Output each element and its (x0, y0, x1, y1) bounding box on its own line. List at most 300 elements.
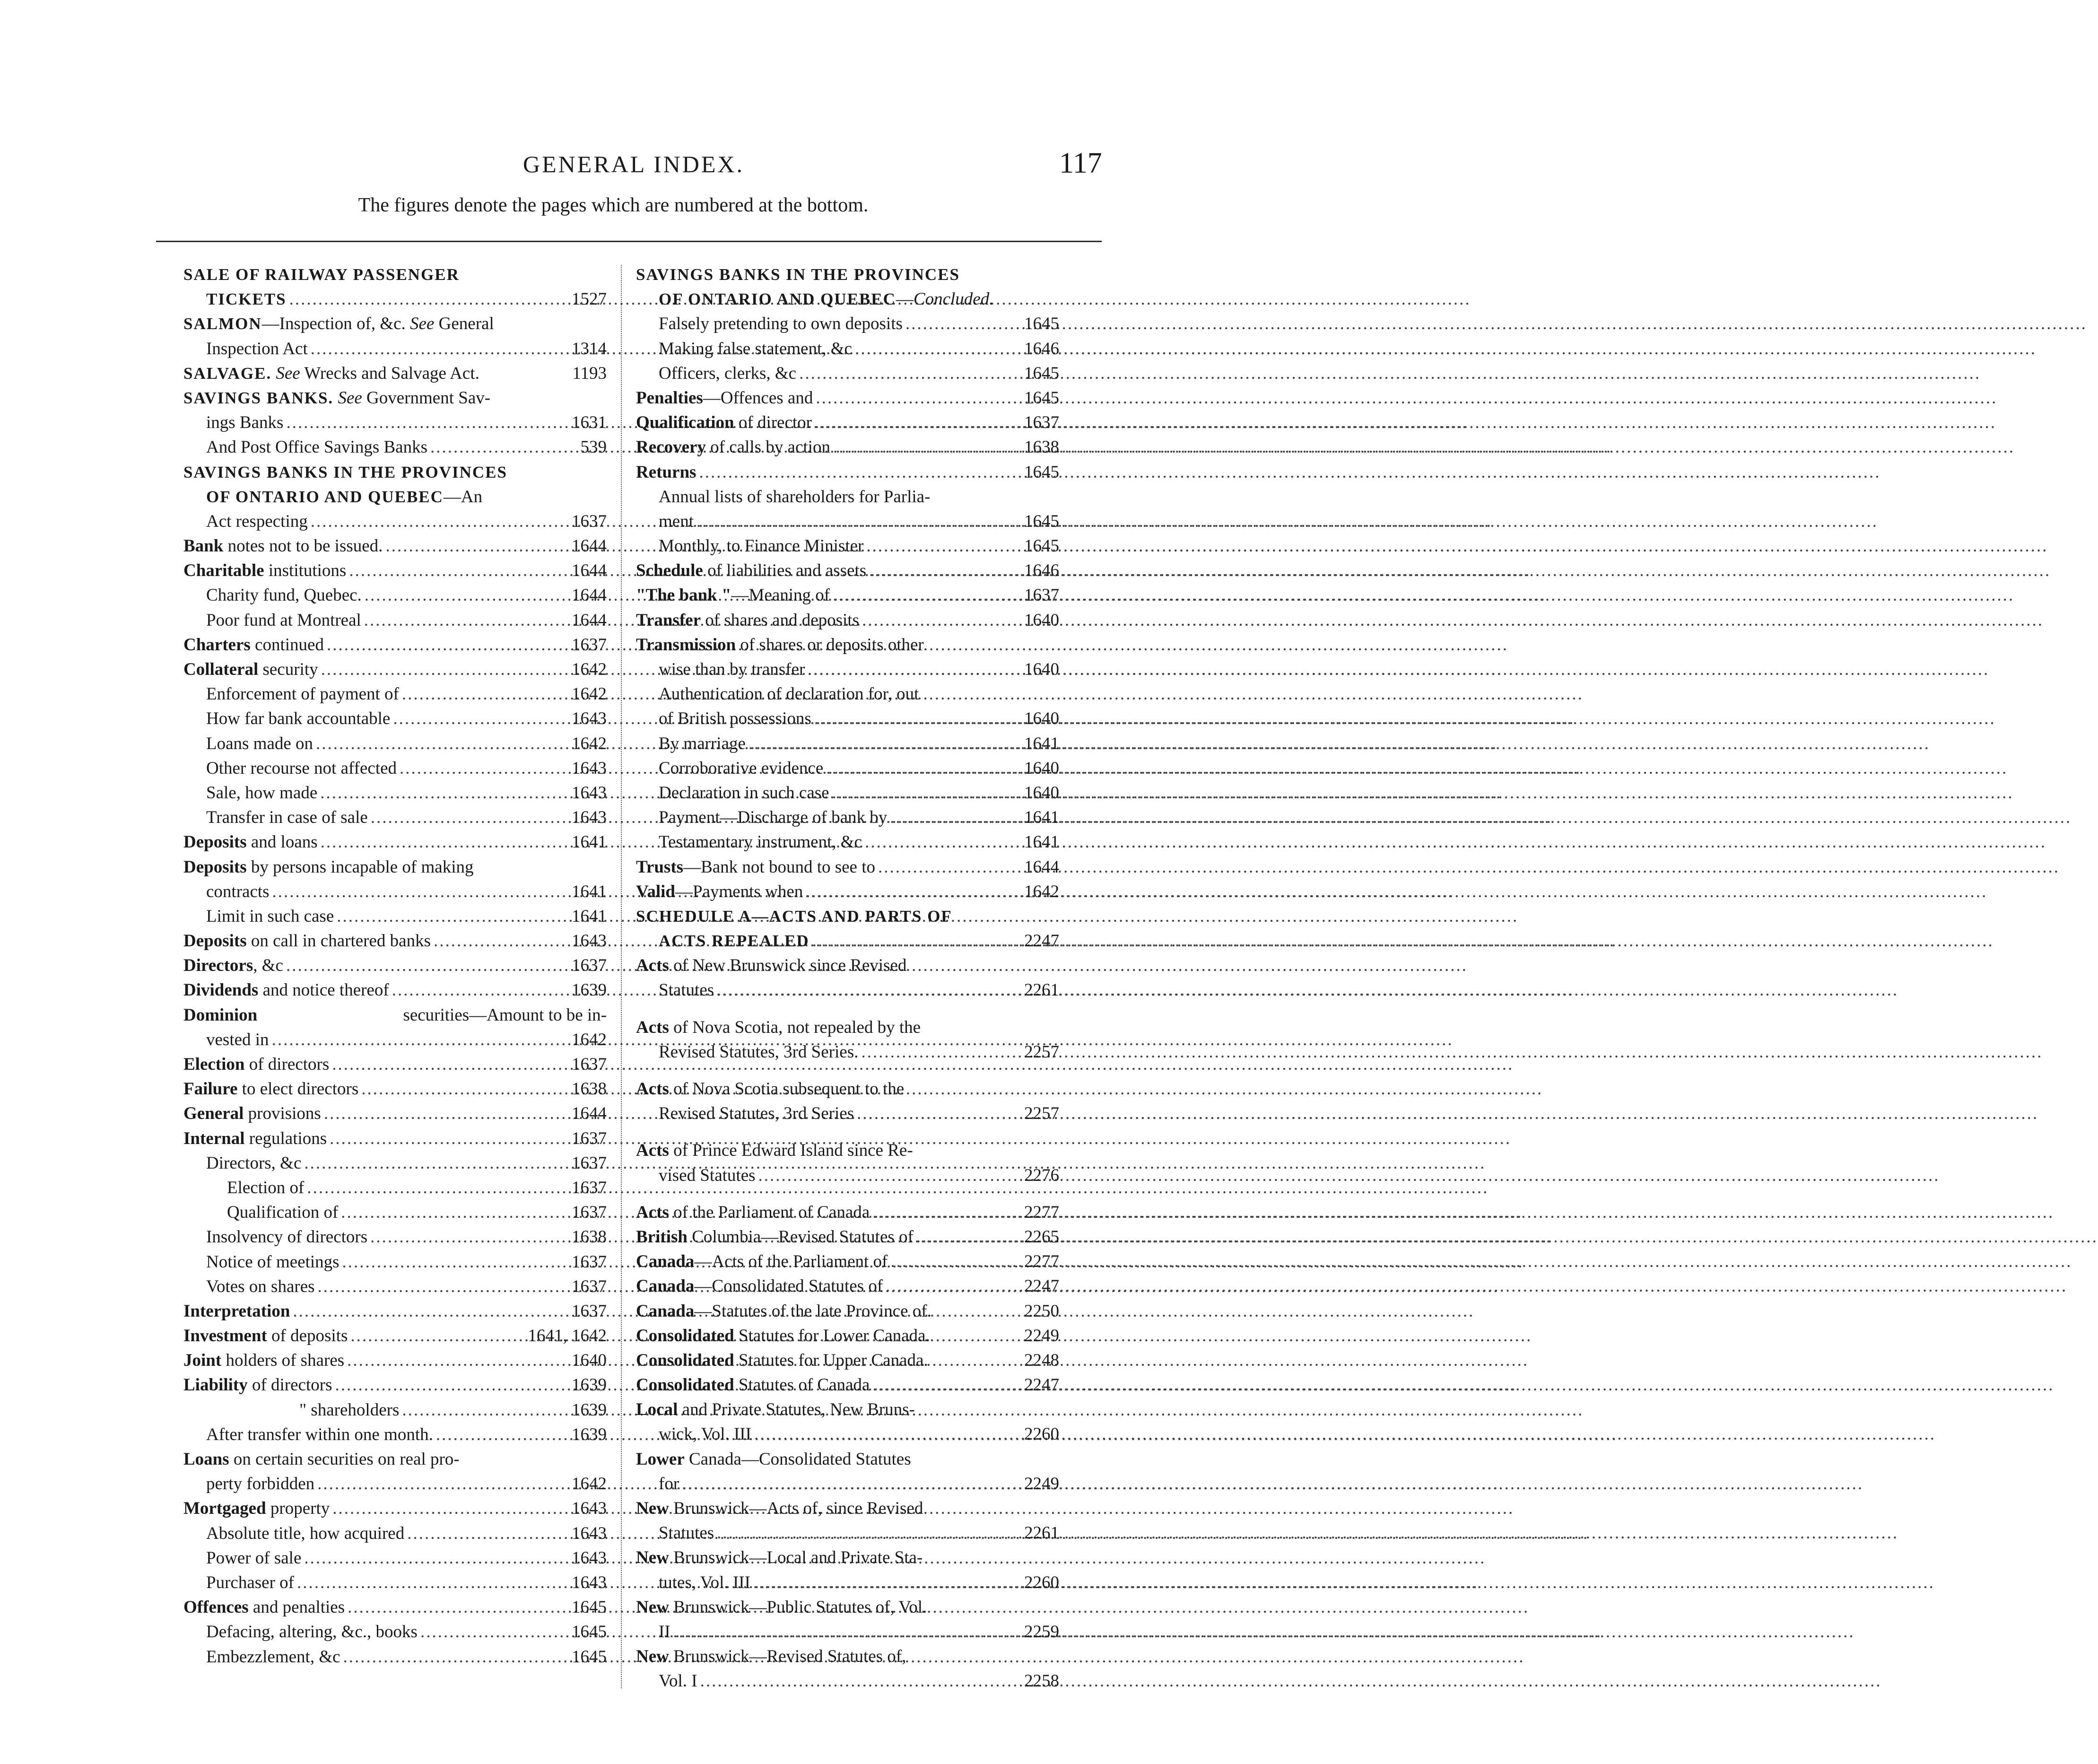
entry-page-ref: 2248 (1024, 1350, 1059, 1370)
entry-text (636, 583, 830, 608)
entry-page-ref: 1193 (572, 363, 607, 383)
entry-page-ref: 1643 (572, 1572, 607, 1592)
entry-text (659, 337, 852, 361)
index-entry (183, 1127, 607, 1151)
entry-page-ref: 2261 (1024, 1523, 1059, 1543)
index-entry (183, 1225, 607, 1249)
dot-leader (272, 880, 569, 904)
index-entry (636, 287, 1059, 312)
entry-text-part: Testamentary instrument, &c (659, 832, 862, 852)
index-entry (636, 386, 1059, 410)
dot-leader (385, 534, 569, 559)
entry-text (659, 1521, 714, 1546)
entry-text-part: of director (734, 413, 812, 433)
dot-leader (833, 583, 1021, 608)
entry-text (206, 1645, 340, 1669)
entry-text (659, 1620, 670, 1644)
entry-text-part: of deposits (267, 1326, 348, 1346)
index-entry (183, 1620, 607, 1644)
dot-leader (832, 781, 1021, 805)
entry-text (636, 1373, 870, 1397)
dot-leader (332, 1052, 569, 1077)
entry-page-ref: 1638 (572, 1079, 607, 1099)
entry-text-part: —Offences and (703, 388, 813, 408)
index-entry (636, 633, 1059, 657)
entry-text-part: for (659, 1474, 679, 1493)
entry-text (659, 1669, 697, 1694)
entry-page-ref: 1643 (572, 1523, 607, 1543)
entry-text-part: Schedule (636, 561, 703, 581)
entry-text (659, 312, 903, 336)
entry-text-part: Trusts (636, 857, 684, 877)
entry-text-part: of directors (244, 1055, 330, 1074)
dot-leader (916, 1225, 1021, 1249)
entry-text-part: and penalties (248, 1598, 345, 1617)
dot-leader (361, 1077, 569, 1101)
dot-leader (826, 756, 1021, 781)
entry-text (206, 1275, 315, 1299)
index-entry (636, 1447, 1059, 1472)
entry-text-part: Concluded. (913, 289, 994, 309)
dot-leader (814, 707, 1021, 731)
entry-text-part: General (183, 1104, 244, 1124)
entry-page-ref: 1639 (572, 1400, 607, 1420)
entry-text-part: Columbia—Revised Statutes of (687, 1227, 914, 1247)
index-entry (636, 485, 1059, 509)
entry-text-part: on call in chartered banks (246, 931, 431, 951)
entry-text-part: Transfer in case of sale (206, 808, 368, 828)
index-entry (183, 781, 607, 805)
entry-text (206, 1250, 340, 1275)
entry-page-ref: 2247 (1024, 931, 1059, 951)
index-entry (636, 1595, 1059, 1620)
entry-text (183, 1101, 321, 1126)
index-entry (636, 559, 1059, 583)
index-entry (636, 756, 1059, 781)
entry-text (206, 1225, 367, 1249)
dot-leader (321, 830, 569, 855)
entry-text-part: New (636, 1499, 669, 1518)
entry-text (183, 1052, 329, 1077)
index-entry (636, 657, 1059, 682)
entry-text (183, 386, 490, 410)
entry-text-part: Annual lists of shareholders for Parlia- (659, 487, 931, 506)
entry-page-ref: 1637 (572, 511, 607, 531)
dot-leader (890, 1249, 1021, 1274)
entry-text (206, 781, 317, 805)
entry-page-ref: 1645 (572, 1622, 607, 1642)
entry-text (183, 1447, 460, 1472)
index-entry (636, 337, 1059, 361)
dot-leader (865, 830, 1021, 855)
entry-page-ref: 1646 (1024, 339, 1059, 358)
entry-text (636, 880, 803, 904)
index-entry (183, 361, 607, 386)
entry-text-part: Deposits (183, 832, 247, 852)
index-entry (636, 953, 1059, 978)
entry-text (659, 287, 993, 312)
entry-page-ref: 1643 (572, 1548, 607, 1568)
entry-page-ref: 1643 (572, 1499, 607, 1519)
dot-leader (833, 435, 1021, 460)
entry-text (659, 756, 823, 781)
entry-text-part: Making false statement, &c (659, 339, 852, 358)
index-entry (183, 1348, 607, 1373)
entry-text-part: See (276, 363, 300, 383)
entry-text-part: Acts (636, 956, 669, 976)
entry-text-part: Deposits (183, 931, 247, 951)
index-entry (183, 1324, 607, 1348)
entry-page-ref: 1637 (572, 1252, 607, 1272)
entry-text-part: Notice of meetings (206, 1252, 340, 1272)
entry-page-ref: 1637 (1024, 585, 1059, 605)
entry-text (206, 608, 361, 633)
dot-leader (754, 1422, 1021, 1447)
entry-page-ref: 1644 (1024, 857, 1059, 877)
dot-leader (673, 1620, 1021, 1644)
entry-text-part: By marriage (659, 734, 746, 753)
entry-text-part: Acts (636, 1202, 669, 1222)
dot-leader (393, 707, 569, 731)
dot-leader (799, 361, 1021, 386)
entry-text (206, 682, 399, 707)
entry-page-ref: 2260 (1024, 1572, 1059, 1592)
entry-text (183, 1595, 345, 1620)
entry-text (659, 929, 810, 953)
entry-text-part: Declaration in such case (659, 783, 829, 803)
dot-leader (886, 1274, 1021, 1299)
index-entry (183, 1003, 607, 1028)
entry-text-part: Other recourse not affected (206, 758, 397, 778)
entry-page-ref: 1645 (1024, 314, 1059, 334)
index-entry (183, 1299, 607, 1324)
index-entry (183, 707, 607, 731)
dot-leader (758, 1163, 1021, 1188)
entry-text-part: Joint (183, 1351, 222, 1371)
entry-text-part: Limit in such case (206, 906, 334, 926)
dot-leader (304, 1546, 569, 1571)
entry-page-ref: 2247 (1024, 1375, 1059, 1395)
entry-text-part: and Private Statutes, New Bruns- (678, 1400, 915, 1420)
entry-text-part: SAVINGS BANKS. (183, 388, 334, 407)
index-entry (636, 805, 1059, 830)
entry-text-part: Local (636, 1400, 678, 1420)
dot-leader (869, 559, 1021, 583)
entry-text-part: Dominion (183, 1005, 258, 1025)
entry-page-ref: 1645 (572, 1598, 607, 1617)
entry-text-part: Embezzlement, &c (206, 1647, 340, 1667)
entry-page-ref: 1645 (572, 1647, 607, 1667)
entry-page-ref: 1637 (572, 1276, 607, 1296)
index-entry (636, 1225, 1059, 1249)
dot-leader (436, 1423, 569, 1447)
entry-text (636, 1077, 904, 1101)
entry-text (636, 1249, 888, 1274)
entry-page-ref: 1314 (572, 339, 607, 358)
dot-leader (696, 509, 1021, 534)
entry-page-ref: 2257 (1024, 1104, 1059, 1124)
entry-text (206, 583, 362, 608)
entry-page-ref: 1641 (1024, 808, 1059, 828)
dot-leader (311, 337, 569, 361)
entry-page-ref: 1637 (572, 635, 607, 655)
entry-text (183, 1348, 344, 1373)
dot-leader (297, 1571, 569, 1595)
entry-text (636, 262, 960, 287)
index-entry (183, 287, 607, 312)
index-entry (183, 1200, 607, 1225)
dot-leader (857, 1101, 1021, 1126)
index-entry (636, 509, 1059, 534)
entry-text-part: —Payments when (675, 882, 803, 901)
dot-leader (420, 1620, 569, 1644)
entry-page-ref: 2249 (1024, 1326, 1059, 1345)
entry-text (206, 1620, 418, 1644)
entry-text-part: New (636, 1548, 669, 1568)
entry-text-part: SAVINGS BANKS IN THE PROVINCES (636, 265, 960, 284)
entry-page-ref: 1637 (572, 956, 607, 976)
entry-text (636, 855, 875, 880)
entry-text-part: Statutes for Upper Canada. (734, 1350, 928, 1370)
index-entry (636, 1422, 1059, 1447)
index-entry (636, 904, 1059, 929)
entry-text-part: Election (183, 1055, 245, 1074)
dot-leader (815, 410, 1021, 435)
entry-text-part: Statutes for Lower Canada. (734, 1326, 930, 1345)
entry-text (206, 1028, 269, 1052)
entry-page-ref: 1641 (572, 882, 607, 901)
entry-text (636, 460, 696, 485)
entry-text-part: Directors, &c (206, 1153, 302, 1173)
entry-text (636, 1200, 870, 1225)
entry-page-ref: 1637 (572, 1301, 607, 1321)
entry-text (659, 1571, 750, 1595)
entry-page-ref: 1642 (572, 660, 607, 679)
entry-text (206, 756, 397, 781)
entry-text-part: Statutes (659, 980, 714, 1000)
entry-text (636, 904, 952, 929)
entry-text (636, 1299, 931, 1324)
entry-page-ref: 1643 (572, 783, 607, 803)
entry-text-part: on certain securities on real pro- (229, 1450, 460, 1469)
entry-page-ref: 539 (580, 437, 607, 457)
entry-text-part: Statutes of Canada (734, 1375, 870, 1395)
entry-text (183, 657, 318, 682)
dot-leader (370, 1225, 569, 1249)
dot-leader (682, 1472, 1021, 1496)
entry-page-ref: 2250 (1024, 1301, 1059, 1321)
entry-page-ref: 1646 (1024, 561, 1059, 581)
entry-page-ref: 1641, 1642 (528, 1326, 607, 1346)
entry-text (636, 1274, 883, 1299)
running-title: GENERAL INDEX. (523, 151, 744, 177)
entry-page-ref: 1645 (1024, 462, 1059, 482)
entry-text (206, 732, 313, 756)
dot-leader (872, 1373, 1021, 1397)
index-entry (636, 1496, 1059, 1521)
entry-text-part: Revised Statutes, 3rd Series (659, 1104, 854, 1124)
entry-page-ref: 2277 (1024, 1252, 1059, 1272)
entry-text-part: Canada (636, 1301, 695, 1321)
entry-text-part: security (258, 660, 318, 679)
page-number: 117 (1059, 147, 1102, 179)
index-entry (636, 830, 1059, 855)
entry-text-part: property (266, 1499, 330, 1519)
entry-text (183, 559, 346, 583)
dot-leader (304, 1151, 569, 1176)
entry-text-part: Internal (183, 1128, 245, 1148)
entry-text-part: Charity fund, Quebec. (206, 585, 362, 605)
index-entry (636, 1571, 1059, 1595)
entry-text-part: Collateral (183, 660, 259, 679)
index-entry (183, 608, 607, 633)
entry-page-ref: 2258 (1024, 1671, 1059, 1691)
entry-text (183, 953, 283, 978)
index-entry (636, 1348, 1059, 1373)
entry-text-part: Returns (636, 462, 696, 482)
index-entry (636, 1521, 1059, 1546)
dot-leader (321, 657, 569, 682)
entry-text (183, 1003, 607, 1028)
entry-page-ref: 1644 (572, 610, 607, 630)
index-column-left (183, 262, 607, 1669)
index-entry (636, 732, 1059, 756)
entry-text-part: And Post Office Savings Banks (206, 437, 427, 457)
dot-leader (286, 953, 569, 978)
index-entry (183, 805, 607, 830)
entry-text (659, 534, 863, 559)
entry-text-part: vested in (206, 1030, 269, 1049)
dot-leader (337, 904, 569, 929)
index-entry (183, 1052, 607, 1077)
entry-text-part: Absolute title, how acquired (206, 1523, 405, 1543)
entry-text-part: Canada (636, 1252, 695, 1272)
entry-page-ref: 1642 (572, 1474, 607, 1494)
entry-text-part: tutes, Vol. III (659, 1572, 750, 1592)
entry-text-part: regulations (244, 1128, 327, 1148)
entry-page-ref: 1644 (572, 561, 607, 581)
entry-text-part: of Nova Scotia subsequent to the (669, 1079, 905, 1099)
index-entry (636, 707, 1059, 731)
entry-text-part: Loans (183, 1450, 229, 1469)
entry-text-part: Consolidated (636, 1350, 734, 1370)
entry-text-part: Monthly, to Finance Minister (659, 536, 864, 556)
entry-text-part: perty forbidden (206, 1474, 315, 1494)
dot-leader (332, 1496, 569, 1521)
entry-text (206, 1151, 301, 1176)
entry-page-ref: 2261 (1024, 980, 1059, 1000)
entry-text (183, 361, 479, 386)
dot-leader (349, 559, 569, 583)
dot-leader (335, 1373, 569, 1397)
entry-text-part: Deposits (183, 857, 247, 877)
entry-text-part: Power of sale (206, 1548, 302, 1568)
index-entry (636, 1274, 1059, 1299)
entry-text-part: OF ONTARIO AND QUEBEC (659, 290, 896, 309)
index-entry (636, 978, 1059, 1003)
entry-text-part: Officers, clerks, &c (659, 363, 797, 383)
entry-text (659, 732, 746, 756)
entry-page-ref: 1642 (572, 684, 607, 704)
entry-page-ref: 2257 (1024, 1042, 1059, 1062)
entry-text (636, 1644, 906, 1669)
entry-text (206, 805, 368, 830)
index-entry (183, 1595, 607, 1620)
index-entry (636, 682, 1059, 707)
entry-page-ref: 1641 (1024, 734, 1059, 753)
entry-text-part: Qualification of (227, 1203, 339, 1223)
entry-text-part: Liability (183, 1375, 248, 1395)
dot-leader (317, 1472, 569, 1496)
index-entry (636, 1546, 1059, 1570)
entry-page-ref: 1643 (572, 709, 607, 729)
entry-text (636, 435, 830, 460)
entry-text (206, 1546, 301, 1571)
entry-page-ref: 1643 (572, 808, 607, 828)
index-entry (183, 1423, 607, 1447)
entry-text-part: Authentication of declaration for, out (659, 684, 919, 704)
entry-text (636, 1595, 927, 1620)
dot-leader (327, 633, 569, 657)
entry-text-part: —Consolidated Statutes of (694, 1276, 883, 1296)
dot-leader (753, 1571, 1021, 1595)
dot-leader (862, 608, 1021, 633)
entry-text (206, 485, 482, 509)
index-entry (183, 756, 607, 781)
entry-page-ref: 1637 (572, 1203, 607, 1223)
entry-text (636, 1138, 913, 1163)
dot-leader (330, 1127, 569, 1151)
entry-text (183, 534, 383, 559)
entry-text (659, 361, 796, 386)
index-entry (636, 312, 1059, 336)
entry-page-ref: 1644 (572, 585, 607, 605)
index-entry (636, 1373, 1059, 1397)
entry-text (183, 1496, 330, 1521)
entry-text (227, 1176, 304, 1200)
entry-text-part: " shareholders (299, 1400, 400, 1420)
index-entry (636, 929, 1059, 953)
entry-text (659, 657, 805, 682)
entry-text-part: — (896, 289, 914, 309)
index-entry (183, 262, 607, 287)
entry-text-part: SALE OF RAILWAY PASSENGER (183, 265, 460, 284)
index-entry (636, 855, 1059, 880)
entry-text-part: —An (443, 487, 483, 506)
dot-leader (324, 1101, 569, 1126)
dot-leader (320, 781, 569, 805)
index-entry (183, 485, 607, 509)
dot-leader (812, 929, 1021, 953)
index-entry (183, 1521, 607, 1546)
entry-text (183, 312, 494, 336)
index-entry (183, 337, 607, 361)
dot-leader (286, 410, 569, 435)
entry-text-part: wick, Vol. III (659, 1424, 751, 1444)
entry-text-part: Statutes (659, 1523, 714, 1543)
entry-page-ref: 1641 (1024, 832, 1059, 852)
entry-text-part: —Inspection of, &c. (261, 314, 410, 334)
entry-text (206, 435, 427, 460)
dot-leader (816, 386, 1021, 410)
entry-text-part: to elect directors (237, 1079, 359, 1099)
dot-leader (316, 732, 569, 756)
entry-text-part: —Meaning of (731, 585, 830, 605)
index-entry (183, 855, 607, 880)
header-rule (156, 241, 1102, 242)
entry-text-part: of calls by action (705, 437, 830, 457)
entry-text-part: vised Statutes (659, 1165, 756, 1185)
